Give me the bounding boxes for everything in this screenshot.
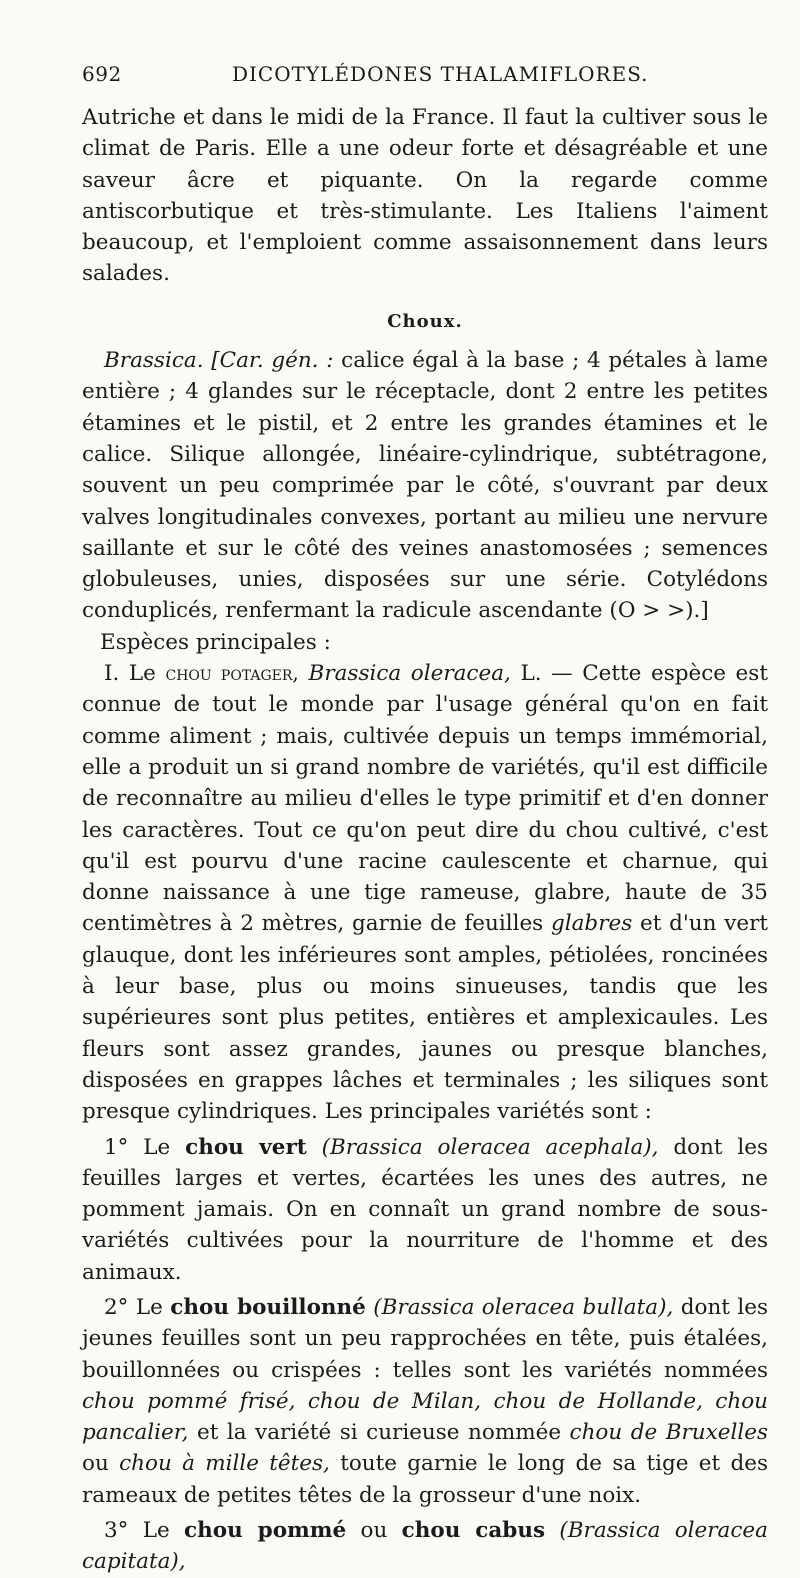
variety-1-paragraph: [82, 1132, 768, 1288]
species-1-paragraph: [82, 658, 768, 1127]
intro-paragraph: Autriche et dans le midi de la France. Il faut la cultiver sous le climat de Paris. Elle a une odeur forte et désagréable et une saveur âcre et piquante. On la regarde comme antiscorbutique et très-stimulante. Les Italiens l'aiment beaucoup, et l'emploient comme assaisonnement dans leurs salades.: [82, 105, 768, 287]
genus-car-label: [Car. gén. :: [211, 348, 334, 374]
variety-2-latin: (Brassica oleracea bullata),: [373, 1294, 674, 1320]
variety-1-text: dont les feuilles larges et vertes, écartées les unes des autres, ne pomment jamais. On en connaît un grand nombre de sous-variétés cultivées pour la nourriture de l'homme et des animaux.: [82, 1134, 768, 1285]
genus-name: Brassica.: [104, 348, 204, 374]
species-1-latin: Brassica oleracea,: [308, 661, 511, 687]
variety-2-ou: ou: [82, 1451, 109, 1477]
variety-2-number: 2° Le: [104, 1294, 163, 1320]
variety-2-text-a: dont les jeunes feuilles sont un peu rapprochées en tête, puis étalées, bouillonnées ou crispées : telles sont les variétés nommées: [82, 1294, 768, 1383]
variety-3-name2: chou cabus: [401, 1518, 546, 1544]
species-1-glabres: glabres: [550, 911, 633, 937]
species-1-number: I. Le: [104, 661, 156, 687]
species-1-text-a: Cette espèce est connue de tout le monde par l'usage général qu'on en fait comme aliment ; mais, cultivée depuis un temps immémorial, elle a produit un si grand nombre de variétés, qu'il est difficile de reconnaître au milieu d'elles le type primitif et d'en donner les caractères. Tout ce qu'on peut dire du chou cultivé, c'est qu'il est pourvu d'une racine caulescente et charnue, qui donne naissance à une tige rameuse, glabre, haute de 35 centimètres à 2 mètres, garnie de feuilles: [82, 661, 768, 937]
section-title: Choux.: [387, 310, 463, 332]
running-title: DICOTYLÉDONES THALAMIFLORES.: [232, 62, 649, 86]
variety-2-bruxelles: chou de Bruxelles: [569, 1420, 768, 1446]
variety-2-text-c: toute garnie le long de sa tige et des rameaux de petites têtes de la grosseur d'une noix.: [82, 1451, 768, 1508]
variety-2-text-b: et la variété si curieuse nommée: [197, 1420, 562, 1446]
variety-3-paragraph: [82, 1515, 768, 1578]
running-header: [82, 62, 768, 86]
genus-paragraph: [82, 345, 768, 627]
variety-1-latin: (Brassica oleracea acephala),: [321, 1134, 659, 1160]
species-1-author: L. —: [520, 661, 573, 687]
variety-2-mille-tetes: chou à mille têtes,: [119, 1451, 330, 1477]
genus-description: calice égal à la base ; 4 pétales à lame entière ; 4 glandes sur le réceptacle, dont 2 entre les petites étamines et le pistil, et 2 entre les grandes étamines et le calice. Silique allongée, linéaire-cylindrique, subtétragone, souvent un peu comprimée par le côté, s'ouvrant par deux valves longitudinales convexes, portant au milieu une nervure saillante et sur le côté des veines anastomosées ; semences globuleuses, unies, disposées sur une série. Cotylédons conduplicés, renfermant la radicule ascendante (O > >).]: [82, 348, 768, 624]
species-1-text-b: et d'un vert glauque, dont les inférieures sont amples, pétiolées, roncinées à leur base, plus ou moins sinueuses, tandis que les supérieures sont plus petites, entières et amplexicaules. Les fleurs sont assez grandes, jaunes ou presque blanches, disposées en grappes lâches et terminales ; les siliques sont presque cylindriques. Les principales variétés sont :: [82, 911, 768, 1125]
variety-1-name: chou vert: [185, 1134, 307, 1160]
variety-3-ou: ou: [360, 1518, 388, 1544]
variety-2-names-list: chou pommé frisé, chou de Milan, chou de Hollande, chou pancalier,: [82, 1388, 768, 1446]
variety-3-name: chou pommé: [184, 1518, 347, 1544]
variety-3-latin: (Brassica oleracea capitata),: [82, 1518, 768, 1575]
variety-1-number: 1° Le: [104, 1134, 171, 1160]
variety-3-number: 3° Le: [104, 1518, 170, 1544]
page-number: 692: [82, 62, 122, 86]
variety-2-paragraph: [82, 1292, 768, 1511]
species-1-common-name: chou potager,: [165, 661, 299, 686]
variety-2-name: chou bouillonné: [170, 1294, 366, 1320]
body-text: [82, 102, 768, 1578]
species-heading: Espèces principales :: [100, 629, 331, 655]
